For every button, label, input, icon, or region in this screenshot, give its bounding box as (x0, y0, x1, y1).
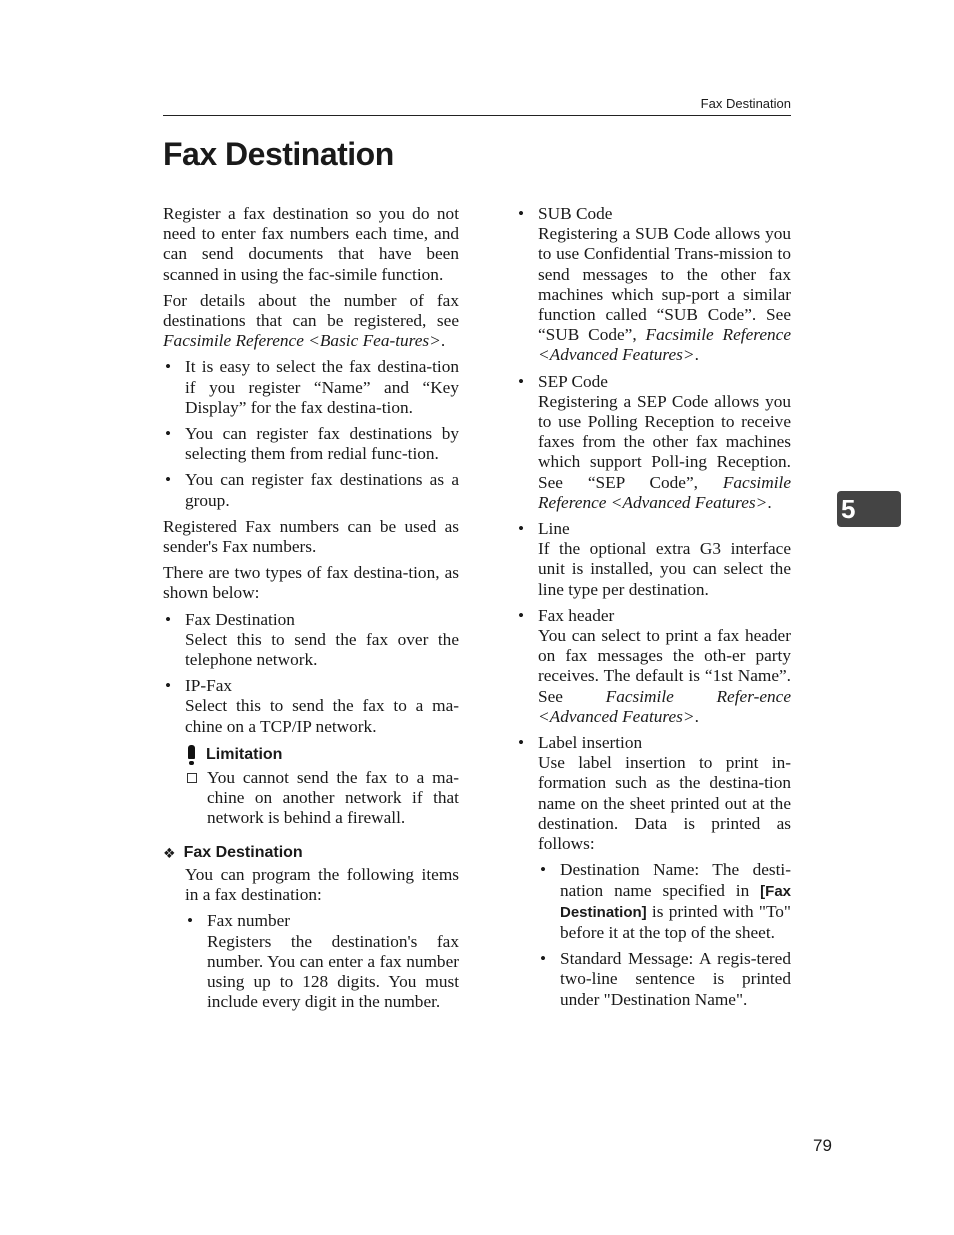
page-number: 79 (813, 1136, 832, 1155)
list-item: • You can register fax destinations by selecting them from redial func-tion. (163, 424, 459, 464)
list-item: • SEP Code Registering a SEP Code allows you to use Polling Reception to receive faxes from the other fax machines which support Poll-ing Reception. See “SEP Code”, Facsimile Reference <Advanced Features>. (516, 372, 791, 513)
checkbox-icon (187, 773, 197, 783)
list-item: • It is easy to select the fax destina-tion if you register “Name” and “Key Display” for the fax destina-tion. (163, 357, 459, 418)
limitation-heading: Limitation (185, 745, 459, 765)
list-item (185, 911, 459, 1012)
reference-link: Facsimile Reference <Advanced Features> (538, 472, 791, 512)
registered-paragraph: Registered Fax numbers can be used as sender's Fax numbers. (163, 516, 459, 557)
item-name: • SUB Code (538, 204, 613, 223)
type-desc: Select this to send the fax to a ma-chine on a TCP/IP network. (185, 696, 459, 736)
exclamation-icon (185, 745, 197, 765)
right-column (516, 204, 791, 1016)
type-name: • Fax Destination (185, 609, 295, 629)
section-intro: You can program the following items in a fax destination: (185, 864, 459, 905)
details-paragraph: For details about the number of fax destinations that can be registered, see Facsimile Reference <Basic Fea-tures>. (163, 290, 459, 351)
types-intro: There are two types of fax destina-tion, as shown below: (163, 563, 459, 603)
item-desc: Registers the destination's fax number. You can enter a fax number using up to 128 digits. You must include every digit in the number. (207, 931, 459, 1012)
page-title: Fax Destination (163, 136, 394, 172)
running-header (163, 96, 791, 116)
program-items-list (185, 911, 459, 1012)
limitation-box (163, 745, 459, 829)
item-name: • Fax header (538, 605, 615, 625)
reference-link: Facsimile Reference <Advanced Features> (538, 325, 791, 365)
list-item: • You can register fax destinations as a group. (163, 470, 459, 510)
reference-link: Facsimile Refer-ence <Advanced Features> (538, 686, 791, 726)
type-desc: Select this to send the fax over the telephone network. (185, 629, 459, 670)
limitation-item: You cannot send the fax to a ma-chine on another network if that network is behind a firewall. (185, 768, 459, 829)
item-name: • Label insertion (538, 733, 643, 753)
diamond-bullet-icon: ❖ (163, 844, 176, 861)
list-item: • Label insertion Use label insertion to print in-formation such as the destina-tion name on the sheet printed out at the destination. Data is printed as follows: • Destination Name: The desti-nation name specified in [Fax Destination] is printed with "To" before it at the top of the sheet. • Standard Message: A regis-tered two-line sentence is printed under "Destination Name". (516, 733, 791, 1010)
reference-link: Facsimile Reference <Basic Fea-tures> (163, 331, 441, 351)
item-name: • SEP Code (538, 371, 608, 391)
left-column (163, 204, 459, 1018)
list-item: • Fax header You can select to print a fax header on fax messages the oth-er party receives. The default is “1st Name”. See Facsimile Refer-ence <Advanced Features>. (516, 606, 791, 727)
item-name: • Line (538, 519, 570, 539)
list-item (163, 676, 459, 737)
program-items-list-continued (516, 204, 791, 1010)
intro-paragraph: Register a fax destination so you do not need to enter fax numbers each time, and can send documents that have been scanned in using the fac-simile function. (163, 204, 459, 284)
label-insertion-list (538, 860, 791, 1009)
tips-list (163, 357, 459, 510)
types-list (163, 610, 459, 737)
running-header-title: Fax Destination (700, 96, 791, 111)
type-name: • IP-Fax (185, 676, 233, 696)
list-item: • Destination Name: The desti-nation name specified in [Fax Destination] is printed with "To" before it at the top of the sheet. (538, 860, 791, 943)
list-item (163, 610, 459, 671)
section-heading: ❖ Fax Destination (163, 843, 459, 863)
list-item: • Standard Message: A regis-tered two-line sentence is printed under "Destination Name". (538, 949, 791, 1010)
chapter-tab: 5 (837, 491, 901, 527)
list-item: • SUB Code Registering a SUB Code allows you to use Confidential Trans-mission to send messages to the other fax machines which sup-port a similar function called “SUB Code”. See “SUB Code”, Facsimile Reference <Advanced Features>. (516, 204, 791, 366)
section-body (163, 865, 459, 1012)
key-label: [Fax Destination] (560, 882, 791, 921)
item-name: • Fax number (207, 911, 291, 931)
list-item: • Line If the optional extra G3 interface unit is installed, you can select the line type per destination. (516, 519, 791, 600)
